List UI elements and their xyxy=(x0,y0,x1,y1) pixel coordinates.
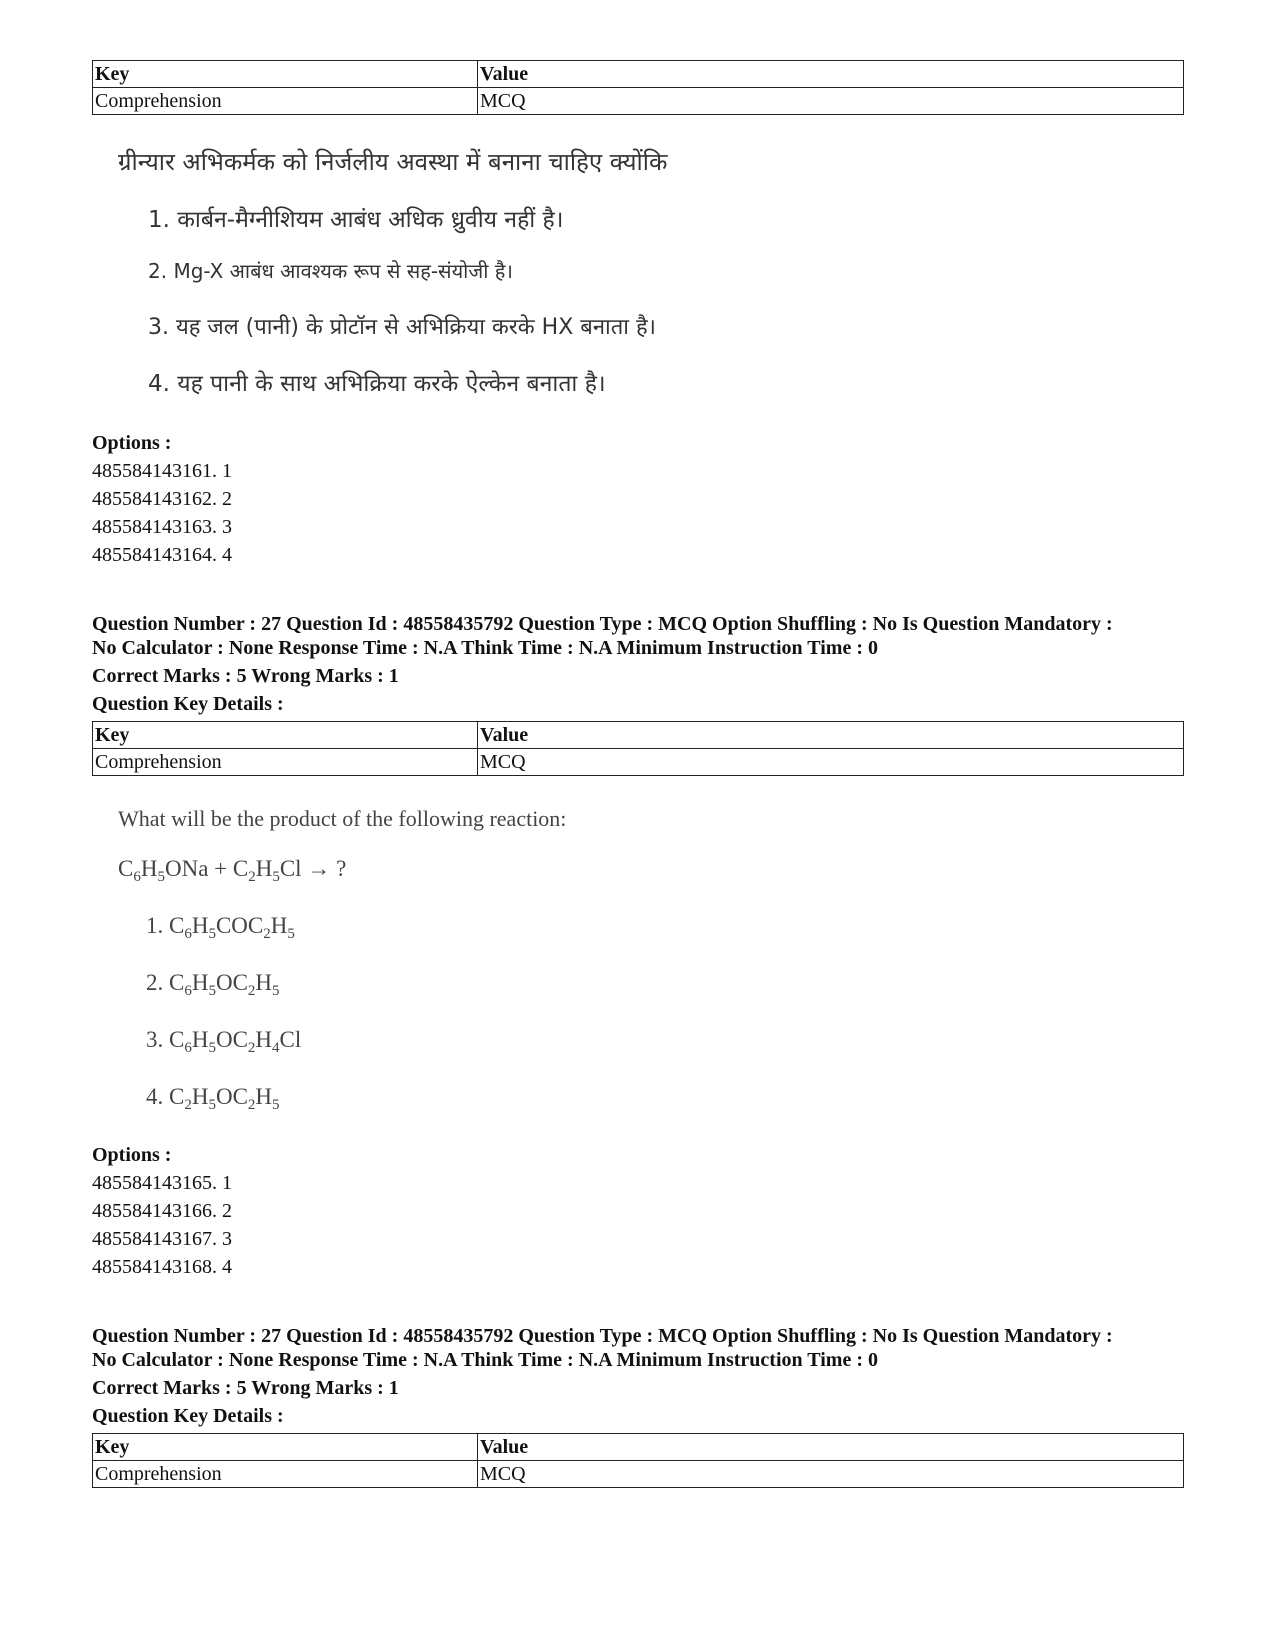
option-item: 485584143168. 4 xyxy=(92,1256,232,1278)
table-cell-key: Comprehension xyxy=(93,1461,478,1488)
key-value-table xyxy=(92,1433,1184,1488)
question-meta-line2: No Calculator : None Response Time : N.A Think Time : N.A Minimum Instruction Time : 0 xyxy=(92,637,878,659)
table-cell-value: MCQ xyxy=(478,1461,1184,1488)
table-header-key: Key xyxy=(93,61,478,88)
option-item: 485584143165. 1 xyxy=(92,1172,232,1194)
option-item: 485584143163. 3 xyxy=(92,516,232,538)
option-item: 485584143166. 2 xyxy=(92,1200,232,1222)
table-header-value: Value xyxy=(478,1434,1184,1461)
key-value-table xyxy=(92,60,1184,115)
option-item: 485584143162. 2 xyxy=(92,488,232,510)
choice-4: 4. $C_2H_5OC_2H_5$ xyxy=(146,1084,280,1113)
table-cell-value: MCQ xyxy=(478,749,1184,776)
choice-2: 2. $C_6H_5OC_2H_5$ xyxy=(146,970,280,999)
options-label: Options : xyxy=(92,1144,172,1166)
marks-line: Correct Marks : 5 Wrong Marks : 1 xyxy=(92,1377,399,1399)
choice-1: 1. कार्बन-मैग्नीशियम आबंध अधिक ध्रुवीय नहीं है। xyxy=(148,207,564,233)
question-stem: What will be the product of the following reaction: xyxy=(118,806,567,831)
choice-1: 1. $C_6H_5COC_2H_5$ xyxy=(146,913,295,942)
options-label: Options : xyxy=(92,432,172,454)
table-cell-key: Comprehension xyxy=(93,749,478,776)
question-meta-line1: Question Number : 27 Question Id : 48558435792 Question Type : MCQ Option Shuffling : No Is Question Mandatory : xyxy=(92,1325,1113,1347)
table-cell-value: MCQ xyxy=(478,88,1184,115)
table-header-key: Key xyxy=(93,1434,478,1461)
option-item: 485584143161. 1 xyxy=(92,460,232,482)
option-item: 485584143164. 4 xyxy=(92,544,232,566)
key-value-table xyxy=(92,721,1184,776)
choice-3: 3. यह जल (पानी) के प्रोटॉन से अभिक्रिया करके HX बनाता है। xyxy=(148,315,657,340)
key-details-label: Question Key Details : xyxy=(92,693,284,715)
option-item: 485584143167. 3 xyxy=(92,1228,232,1250)
question-meta-line1: Question Number : 27 Question Id : 48558435792 Question Type : MCQ Option Shuffling : No Is Question Mandatory : xyxy=(92,613,1113,635)
table-header-key: Key xyxy=(93,722,478,749)
key-details-label: Question Key Details : xyxy=(92,1405,284,1427)
table-header-value: Value xyxy=(478,722,1184,749)
reaction-equation: $C_6H_5ONa + C_2H_5Cl$ → ? xyxy=(118,856,347,885)
choice-3: 3. $C_6H_5OC_2H_4Cl$ xyxy=(146,1027,302,1056)
question-stem: ग्रीन्यार अभिकर्मक को निर्जलीय अवस्था में बनाना चाहिए क्योंकि xyxy=(118,148,668,176)
table-header-value: Value xyxy=(478,61,1184,88)
choice-2: 2. Mg-X आबंध आवश्यक रूप से सह-संयोजी है। xyxy=(148,259,513,283)
question-meta-line2: No Calculator : None Response Time : N.A Think Time : N.A Minimum Instruction Time : 0 xyxy=(92,1349,878,1371)
marks-line: Correct Marks : 5 Wrong Marks : 1 xyxy=(92,665,399,687)
table-cell-key: Comprehension xyxy=(93,88,478,115)
choice-4: 4. यह पानी के साथ अभिक्रिया करके ऐल्केन बनाता है। xyxy=(148,371,606,397)
